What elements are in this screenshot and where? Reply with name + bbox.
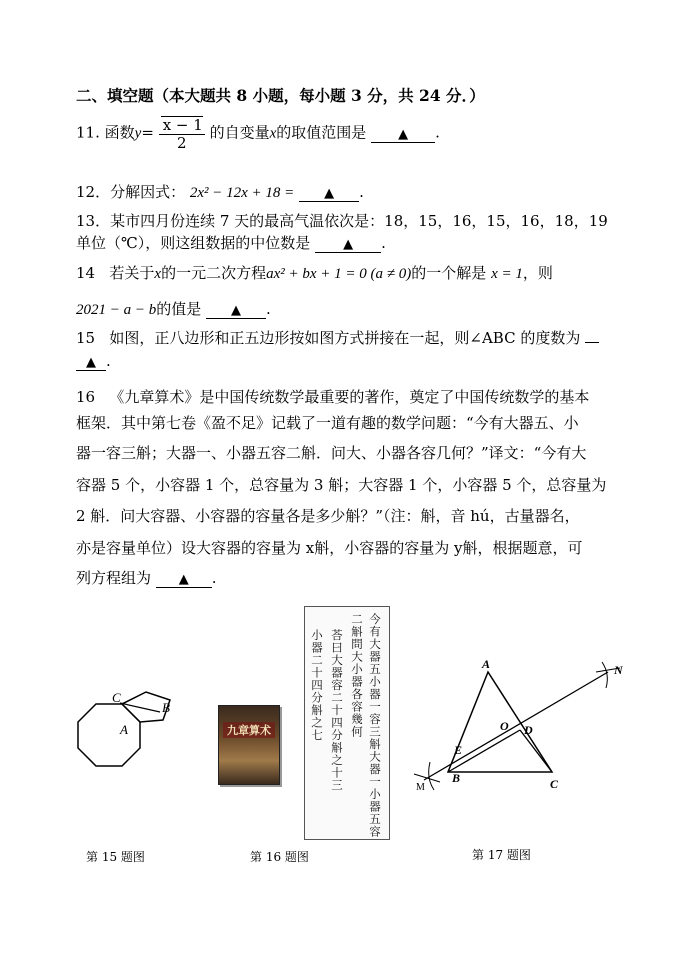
label-o: O (500, 719, 509, 733)
ancient-text-column: 小器二十四分斛之七 (310, 629, 324, 742)
arc-mark-m (414, 774, 440, 782)
question-13-line-2 (76, 232, 386, 253)
section-title: 二、填空题（本大题共 8 小题，每小题 3 分，共 24 分．） (76, 86, 485, 105)
q11-denominator: 2 (176, 133, 187, 152)
q11-period: . (435, 123, 440, 142)
q16-period: . (211, 569, 217, 587)
q14-var-x: x (154, 266, 162, 282)
q16-text-line: 亦是容量单位）设大容器的容量为 x斛，小容器的容量为 y斛，根据题意，可 (76, 539, 583, 557)
triangle-icon: ▲ (178, 572, 189, 587)
q12-text: 12．分解因式： (76, 183, 186, 201)
q14-text-3: 的一个解是 (411, 264, 487, 282)
q11-number: 11. (76, 123, 100, 142)
q11-text-2: 的自变量 (209, 123, 270, 142)
label-m: M (416, 782, 425, 793)
q15-text: 如图，正八边形和正五边形按如图方式拼接在一起，则∠ABC 的度数为 (109, 329, 581, 347)
label-a: A (482, 657, 491, 671)
triangle-icon: ▲ (398, 126, 409, 142)
q11-var-x: x (269, 125, 277, 142)
ancient-text-column: 今有大器五小器一容三斛大器一小器五容 (368, 613, 382, 838)
question-14-line-2 (76, 298, 271, 319)
book-cover-image (218, 705, 280, 785)
figure-17-caption: 第 17 题图 (472, 848, 531, 862)
question-15-line-1 (76, 327, 599, 348)
q11-numerator: x − 1 (162, 116, 203, 134)
q14-text-2: 的一元二次方程 (161, 264, 267, 282)
q11-equals: = (141, 123, 154, 142)
book-title: 九章算术 (223, 722, 275, 738)
q14-expression: 2021 − a − b (76, 302, 157, 318)
q11-text: 函数 (104, 123, 135, 142)
label-d: D (524, 723, 533, 737)
question-14-line-1 (76, 262, 553, 283)
q16-answer-blank[interactable] (156, 569, 212, 588)
triangle-icon: ▲ (231, 303, 242, 318)
label-c: C (112, 690, 121, 705)
q16-text-line: 2 斛．问大容器、小容器的容量各是多少斛？”（注：斛，音 hú，古量器名， (76, 507, 580, 525)
q14-answer-blank[interactable] (206, 300, 266, 319)
figure-17 (410, 650, 630, 800)
q12-answer-blank[interactable] (299, 183, 359, 202)
question-16-last-line (76, 567, 217, 588)
q15-period: . (106, 352, 111, 370)
label-c: C (550, 777, 559, 791)
q13-period: . (381, 234, 386, 252)
q13-text: 单位（℃），则这组数据的中位数是 (76, 234, 311, 252)
label-e: E (454, 743, 463, 757)
q12-period: . (359, 183, 364, 201)
q16-text: 列方程组为 (76, 569, 152, 587)
question-11 (76, 116, 440, 151)
q16-text-line: 《九章算术》是中国传统数学最重要的著作，奠定了中国传统数学的基本 (109, 388, 590, 406)
q16-text-line: 器一容三斛；大器一、小器五容二斛．问大、小器各容几何？”译文：“今有大 (76, 444, 587, 462)
triangle-icon: ▲ (343, 237, 354, 252)
figure-16-caption: 第 16 题图 (250, 850, 309, 864)
question-16-line-1 (76, 386, 589, 407)
q12-expression: 2x² − 12x + 18 = (189, 185, 295, 201)
q11-fraction (159, 116, 205, 151)
label-n: N (614, 663, 623, 677)
q16-number: 16 (76, 388, 96, 406)
question-12 (76, 181, 364, 202)
q15-answer-blank[interactable] (76, 352, 106, 371)
q14-number: 14 (76, 264, 96, 282)
figure-15 (60, 690, 190, 780)
q16-text-line: 容器 5 个，小容器 1 个，总容量为 3 斛；大容器 1 个，小容器 5 个，总容量为 (76, 476, 607, 494)
q14-root: x = 1 (491, 266, 523, 282)
label-b: B (162, 700, 170, 715)
q13-answer-blank[interactable] (315, 234, 381, 253)
ancient-text-column: 荅曰大器容二十四分斛之十三 (330, 629, 344, 792)
q15-number: 15 (76, 329, 96, 347)
q14-equation: ax² + bx + 1 = 0 (a ≠ 0) (266, 266, 412, 282)
q11-var-y: y (134, 125, 142, 142)
q11-text-3: 的取值范围是 (276, 123, 367, 142)
question-15-line-2 (76, 352, 111, 371)
figure-15-caption: 第 15 题图 (86, 850, 145, 864)
triangle-icon: ▲ (324, 186, 335, 201)
q14-text-5: 的值是 (156, 300, 202, 318)
label-b: B (452, 771, 461, 785)
q14-period: . (266, 300, 271, 318)
ancient-text-column: 二斛問大小器各容幾何 (350, 613, 364, 738)
q14-text-4: ，则 (522, 264, 553, 282)
label-a: A (120, 722, 128, 737)
ancient-text-panel (304, 606, 390, 840)
question-13-line-1: 13．某市四月份连续 7 天的最高气温依次是：18，15，16，15，16，18，19 (76, 212, 608, 230)
q14-text: 若关于 (109, 264, 155, 282)
triangle-icon: ▲ (86, 355, 96, 370)
q16-text-line: 框架．其中第七卷《盈不足》记载了一道有趣的数学问题：“今有大器五、小 (76, 414, 579, 432)
line-mn (424, 672, 608, 780)
q11-answer-blank[interactable] (371, 124, 435, 143)
q15-answer-blank-part[interactable] (585, 342, 599, 343)
